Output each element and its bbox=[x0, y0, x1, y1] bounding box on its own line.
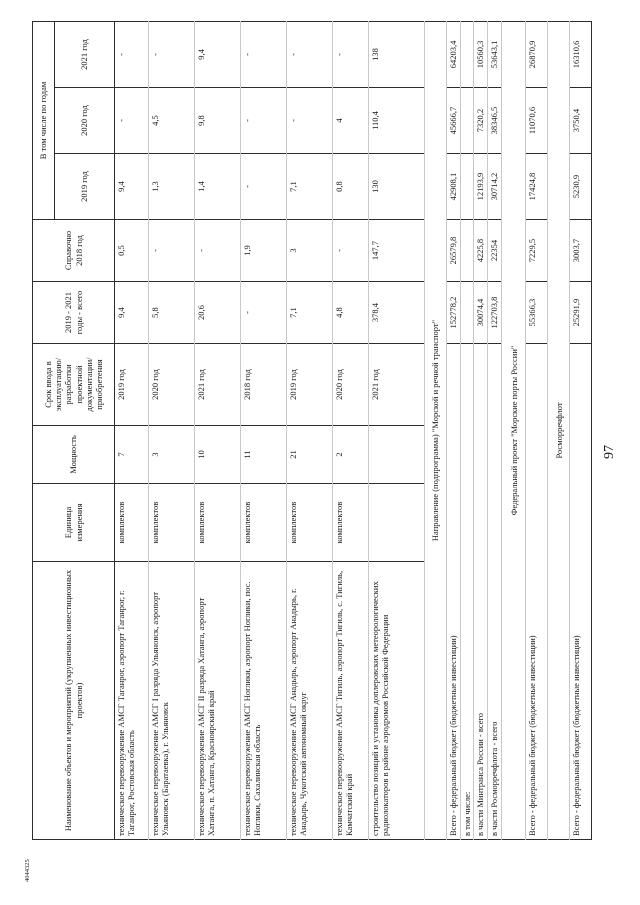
table-row bbox=[149, 21, 195, 839]
total-row bbox=[447, 21, 461, 839]
agency-total-row-y2020: 3750,4 bbox=[570, 88, 592, 154]
header-name: Наименование объектов и мероприятий (укрупненных инвестиционных проектов) bbox=[33, 562, 115, 840]
row-name: техническое перевооружение АМСГ Ноглики, аэропорт Ноглики, пос. Ноглики, Сахалинская область bbox=[241, 562, 287, 840]
row-unit: комплектов bbox=[287, 484, 333, 562]
section-row bbox=[502, 21, 526, 839]
header-total: 2019 - 2021 годы - всего bbox=[33, 282, 115, 344]
row-name: техническое перевооружение АМСГ II разряда Хатанга, аэропорт Хатанга, п. Хатанга, Красноярский край bbox=[195, 562, 241, 840]
project-total-row-y2020: 11070,6 bbox=[526, 88, 548, 154]
empty-cell bbox=[461, 88, 474, 154]
row-total: 4,8 bbox=[333, 282, 369, 344]
table-row bbox=[369, 21, 425, 839]
row-y2019: - bbox=[241, 154, 287, 220]
subtotal-row-y2020: 7320,2 bbox=[474, 88, 488, 154]
row-power: 3 bbox=[149, 426, 195, 484]
row-y2019: 1,3 bbox=[149, 154, 195, 220]
row-unit: комплектов bbox=[149, 484, 195, 562]
agency-total-row-y2021: 16310,6 bbox=[570, 21, 592, 87]
row-deadline: 2019 год bbox=[115, 344, 149, 426]
row-deadline: 2021 год bbox=[195, 344, 241, 426]
row-deadline: 2018 год bbox=[241, 344, 287, 426]
row-y2020: - bbox=[241, 88, 287, 154]
row-ref2018: - bbox=[333, 220, 369, 282]
project-total-row-y2021: 26870,9 bbox=[526, 21, 548, 87]
row-deadline: 2020 год bbox=[333, 344, 369, 426]
row-name: техническое перевооружение АМСГ Анадырь, аэропорт Анадырь, г. Анадырь, Чукотский автономный округ bbox=[287, 562, 333, 840]
row-ref2018: 1,9 bbox=[241, 220, 287, 282]
header-power: Мощность bbox=[33, 426, 115, 484]
row-total: 20,6 bbox=[195, 282, 241, 344]
table-body bbox=[115, 21, 592, 839]
row-total: 378,4 bbox=[369, 282, 425, 344]
page-number: 97 bbox=[602, 445, 617, 459]
row-y2021: 9,4 bbox=[195, 21, 241, 87]
row-power: 21 bbox=[287, 426, 333, 484]
total-row-ref2018: 26579,8 bbox=[447, 220, 461, 282]
row-y2020: - bbox=[115, 88, 149, 154]
row-ref2018: - bbox=[195, 220, 241, 282]
row-deadline: 2019 год bbox=[287, 344, 333, 426]
row-power bbox=[369, 426, 425, 484]
header-2021: 2021 год bbox=[55, 21, 115, 87]
header-2020: 2020 год bbox=[55, 88, 115, 154]
table-row bbox=[115, 21, 149, 839]
row-y2019: 9,4 bbox=[115, 154, 149, 220]
row-unit: комплектов bbox=[333, 484, 369, 562]
row-y2021: - bbox=[149, 21, 195, 87]
rotated-page bbox=[20, 22, 620, 882]
table-row bbox=[241, 21, 287, 839]
header-2019: 2019 год bbox=[55, 154, 115, 220]
row-ref2018: - bbox=[149, 220, 195, 282]
project-total-row-total: 55366,3 bbox=[526, 282, 548, 344]
row-deadline: 2020 год bbox=[149, 344, 195, 426]
row-name: техническое перевооружение АМСГ Таганрог, аэропорт Таганрог, г. Таганрог, Ростовская область bbox=[115, 562, 149, 840]
row-ref2018: 0,5 bbox=[115, 220, 149, 282]
subtotal-row-y2019: 12193,9 bbox=[474, 154, 488, 220]
sub-label-row bbox=[461, 21, 474, 839]
row-name: строительство позиций и установка доплеровских метеорологических радиолокаторов в районе аэродромов Российской Федерации bbox=[369, 562, 425, 840]
section-agency: Росморречфлот bbox=[548, 21, 570, 839]
table-row bbox=[287, 21, 333, 839]
investment-table bbox=[32, 21, 592, 840]
total-row-total: 152778,2 bbox=[447, 282, 461, 344]
empty-cell bbox=[461, 282, 474, 344]
row-unit: комплектов bbox=[195, 484, 241, 562]
subtotal-row bbox=[488, 21, 502, 839]
row-power: 11 bbox=[241, 426, 287, 484]
row-unit: комплектов bbox=[241, 484, 287, 562]
row-y2021: 138 bbox=[369, 21, 425, 87]
agency-total-row-y2019: 5230,9 bbox=[570, 154, 592, 220]
row-deadline: 2021 год bbox=[369, 344, 425, 426]
row-name: техническое перевооружение АМСГ Тигиль, аэропорт Тигиль, с. Тигиль, Камчатский край bbox=[333, 562, 369, 840]
subtotal-row-total: 122703,8 bbox=[488, 282, 502, 344]
row-y2020: - bbox=[287, 88, 333, 154]
section-project: Федеральный проект "Морские порты России" bbox=[502, 21, 526, 839]
header-deadline: Срок ввода в эксплуатацию/ разработки проектной документации/ приобретения bbox=[33, 344, 115, 426]
document-code: 4044325 bbox=[24, 859, 31, 882]
row-total: 9,4 bbox=[115, 282, 149, 344]
row-name: техническое перевооружение АМСГ I разряда Ульяновск, аэропорт Ульяновск (Баратаевка), г. Ульяновск bbox=[149, 562, 195, 840]
row-y2021: - bbox=[287, 21, 333, 87]
header-ref2018: Справочно 2018 год bbox=[33, 220, 115, 282]
total-row-y2021: 64203,4 bbox=[447, 21, 461, 87]
empty-cell bbox=[461, 21, 474, 87]
row-total: - bbox=[241, 282, 287, 344]
row-ref2018: 147,7 bbox=[369, 220, 425, 282]
row-power: 10 bbox=[195, 426, 241, 484]
section-row bbox=[548, 21, 570, 839]
row-y2020: 110,4 bbox=[369, 88, 425, 154]
project-total-row-ref2018: 7229,5 bbox=[526, 220, 548, 282]
sub-label: в том числе: bbox=[461, 344, 474, 840]
row-unit bbox=[369, 484, 425, 562]
agency-total-row-total: 25291,9 bbox=[570, 282, 592, 344]
project-total-row-y2019: 17424,8 bbox=[526, 154, 548, 220]
agency-total-row bbox=[570, 21, 592, 839]
empty-cell bbox=[461, 220, 474, 282]
row-y2020: 9,8 bbox=[195, 88, 241, 154]
subtotal-row-label: в части Росморречфлота - всего bbox=[488, 344, 502, 840]
project-total-row-label: Всего - федеральный бюджет (бюджетные инвестиции) bbox=[526, 344, 548, 840]
row-y2020: 4 bbox=[333, 88, 369, 154]
header-unit: Единица измерения bbox=[33, 484, 115, 562]
row-power: 7 bbox=[115, 426, 149, 484]
subtotal-row-y2021: 10560,3 bbox=[474, 21, 488, 87]
subtotal-row-total: 30074,4 bbox=[474, 282, 488, 344]
row-y2019: 130 bbox=[369, 154, 425, 220]
table-row bbox=[195, 21, 241, 839]
row-total: 5,8 bbox=[149, 282, 195, 344]
subtotal-row-y2019: 30714,2 bbox=[488, 154, 502, 220]
row-y2021: - bbox=[333, 21, 369, 87]
row-y2020: 4,5 bbox=[149, 88, 195, 154]
header-incl: В том числе по годам bbox=[33, 21, 55, 219]
row-y2019: 0,8 bbox=[333, 154, 369, 220]
row-y2019: 1,4 bbox=[195, 154, 241, 220]
empty-cell bbox=[461, 154, 474, 220]
subtotal-row bbox=[474, 21, 488, 839]
row-y2021: - bbox=[241, 21, 287, 87]
row-total: 7,1 bbox=[287, 282, 333, 344]
total-row-y2019: 42908,1 bbox=[447, 154, 461, 220]
subtotal-row-ref2018: 4225,8 bbox=[474, 220, 488, 282]
subtotal-row-label: в части Минтранса России - всего bbox=[474, 344, 488, 840]
row-y2019: 7,1 bbox=[287, 154, 333, 220]
total-row-y2020: 45666,7 bbox=[447, 88, 461, 154]
row-y2021: - bbox=[115, 21, 149, 87]
project-total-row bbox=[526, 21, 548, 839]
agency-total-row-ref2018: 3003,7 bbox=[570, 220, 592, 282]
row-power: 2 bbox=[333, 426, 369, 484]
row-unit: комплектов bbox=[115, 484, 149, 562]
section-direction: Направление (подпрограмма) "Морской и речной транспорт" bbox=[425, 21, 447, 839]
agency-total-row-label: Всего - федеральный бюджет (бюджетные инвестиции) bbox=[570, 344, 592, 840]
row-ref2018: 3 bbox=[287, 220, 333, 282]
subtotal-row-ref2018: 22354 bbox=[488, 220, 502, 282]
total-row-label: Всего - федеральный бюджет (бюджетные инвестиции) bbox=[447, 344, 461, 840]
subtotal-row-y2020: 38346,5 bbox=[488, 88, 502, 154]
subtotal-row-y2021: 53643,1 bbox=[488, 21, 502, 87]
section-row bbox=[425, 21, 447, 839]
table-row bbox=[333, 21, 369, 839]
